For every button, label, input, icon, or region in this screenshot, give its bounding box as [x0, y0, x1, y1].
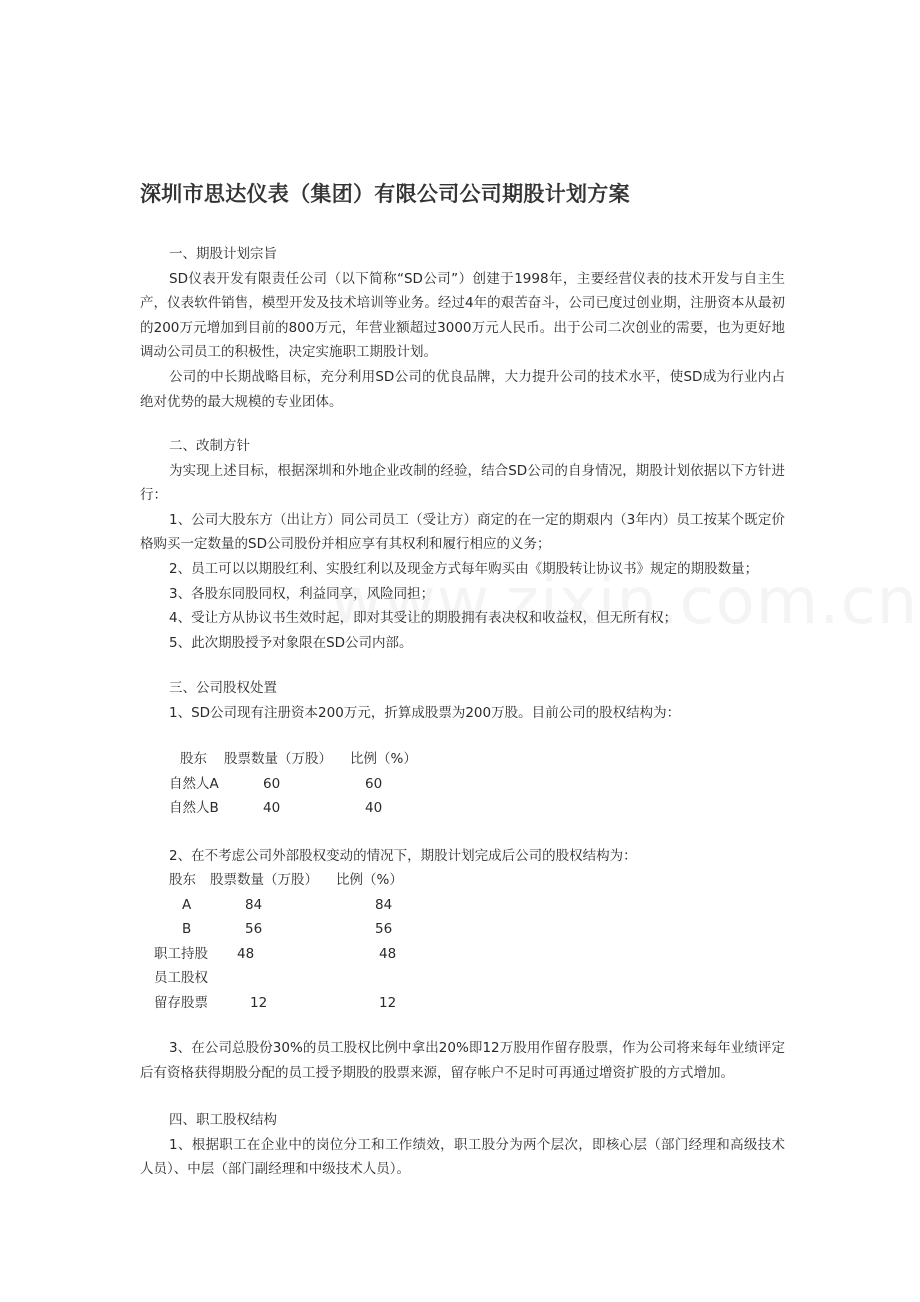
table-cell: 56	[245, 921, 263, 938]
table-cell: 56	[375, 921, 393, 938]
section-2-heading: 二、改制方针	[169, 438, 250, 454]
table-cell: 自然人A	[169, 775, 219, 792]
section-2-item-3: 3、各股东同股同权，利益同享，风险同担；	[169, 585, 435, 602]
section-4-paragraph-1: 1、根据职工在企业中的岗位分工和工作绩效，职工股分为两个层次，即核心层（部门经理和高级技术人员）、中层（部门副经理和中级技术人员）。	[140, 1136, 785, 1178]
table-cell: 60	[365, 775, 383, 792]
section-2-item-1: 1、公司大股东方（出让方）同公司员工（受让方）商定的在一定的期艰内（3年内）员工按某个既定价格购买一定数量的SD公司股份并相应享有其权利和履行相应的义务；	[140, 511, 785, 553]
section-1	[140, 242, 785, 414]
section-2	[140, 434, 785, 655]
table-cell: B	[182, 921, 192, 938]
section-1-heading: 一、期股计划宗旨	[169, 246, 277, 262]
table-cell: 12	[250, 994, 268, 1011]
section-1-paragraph-1: SD仪表开发有限责任公司（以下简称“SD公司”）创建于1998年，主要经营仪表的技术开发与自主生产，仪表软件销售，模型开发及技术培训等业务。经过4年的艰苦奋斗，公司已度过创业期，注册资本从最初的200万元增加到目前的800万元，年营业额超过3000万元人民币。出于公司二次创业的需要，也为更好地调动公司员工的积极性，决定实施职工期股计划。	[140, 270, 785, 361]
table-cell: 留存股票	[154, 994, 208, 1011]
document-title: 深圳市思达仪表（集团）有限公司公司期股计划方案	[140, 182, 630, 206]
section-1-paragraph-2: 公司的中长期战略目标，充分利用SD公司的优良品牌，大力提升公司的技术水平，使SD成为行业内占绝对优势的最大规模的专业团体。	[140, 368, 785, 410]
section-4	[140, 1108, 785, 1182]
table-cell: 12	[379, 994, 397, 1011]
section-3-block-3	[140, 1036, 785, 1085]
table-cell: A	[182, 896, 192, 913]
section-2-item-4: 4、受让方从协议书生效时起，即对其受让的期股拥有表决权和收益权，但无所有权；	[169, 610, 678, 627]
table-cell: 84	[375, 896, 393, 913]
table-cell: 48	[379, 945, 397, 962]
table-cell: 职工持股	[154, 945, 208, 962]
section-3-block-2	[140, 844, 785, 869]
section-2-intro: 为实现上述目标，根据深圳和外地企业改制的经验，结合SD公司的自身情况，期股计划依据以下方针进行：	[140, 462, 785, 504]
table-header-cell: 比例（%）	[350, 751, 417, 767]
table-header-cell: 股东	[180, 751, 207, 767]
table-cell: 40	[263, 800, 281, 817]
table-cell: 48	[237, 945, 255, 962]
section-3-paragraph-2: 2、在不考虑公司外部股权变动的情况下，期股计划完成后公司的股权结构为：	[169, 848, 637, 864]
table-cell: 60	[263, 775, 281, 792]
table-header-cell: 比例（%）	[336, 872, 403, 888]
section-2-item-5: 5、此次期股授予对象限在SD公司内部。	[169, 634, 413, 651]
table-cell: 84	[245, 896, 263, 913]
section-3-heading: 三、公司股权处置	[169, 680, 277, 696]
table-cell: 员工股权	[154, 970, 208, 987]
table-header-cell: 股东	[169, 872, 196, 888]
table-header-cell: 股票数量（万股）	[210, 872, 318, 888]
table-cell: 40	[365, 800, 383, 817]
section-2-item-2: 2、员工可以以期股红利、实股红利以及现金方式每年购买由《期股转让协议书》规定的期股数量；	[169, 560, 759, 577]
section-3-paragraph-3: 3、在公司总股份30%的员工股权比例中拿出20%即12万股用作留存股票，作为公司将来每年业绩评定后有资格获得期股分配的员工授予期股的股票来源，留存帐户不足时可再通过增资扩股的方式增加。	[140, 1040, 785, 1081]
section-3	[140, 676, 785, 725]
section-4-heading: 四、职工股权结构	[169, 1112, 277, 1128]
section-3-paragraph-1: 1、SD公司现有注册资本200万元，折算成股票为200万股。目前公司的股权结构为：	[169, 704, 681, 721]
table-header-cell: 股票数量（万股）	[224, 751, 332, 767]
table-cell: 自然人B	[169, 800, 219, 817]
